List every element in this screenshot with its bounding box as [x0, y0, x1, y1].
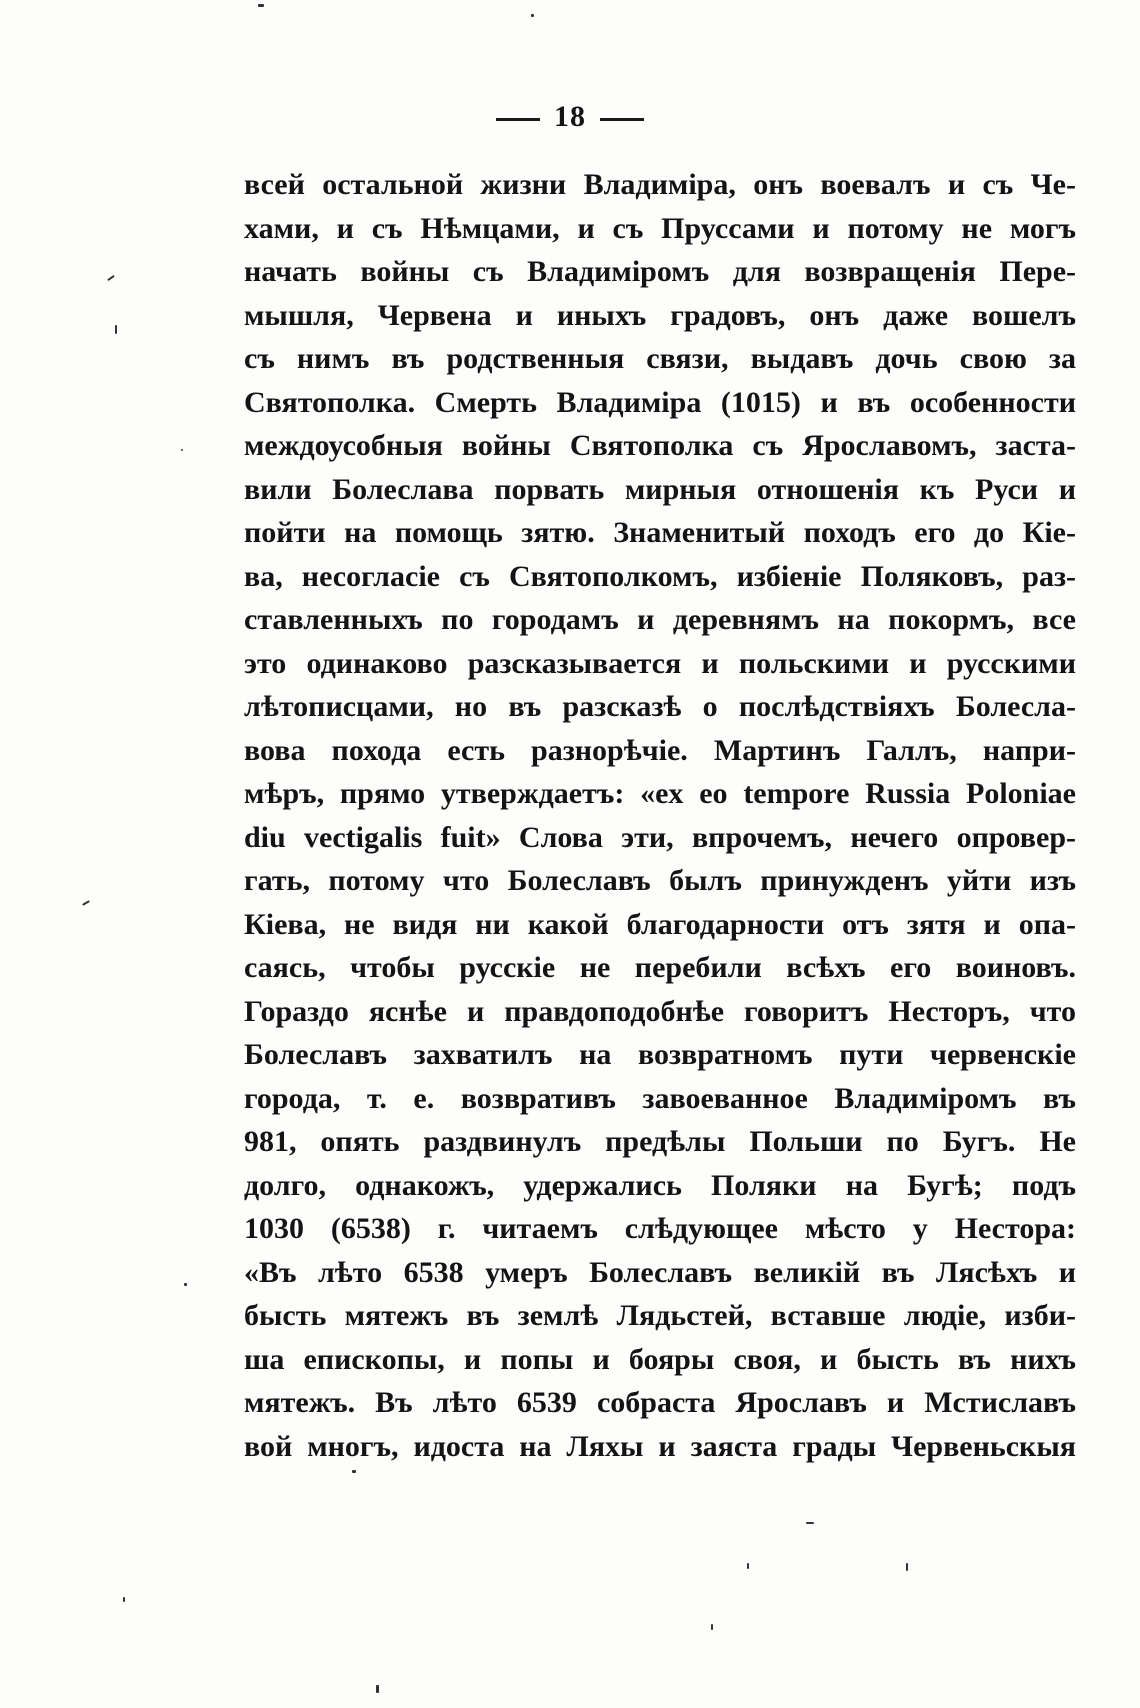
scan-speck — [107, 275, 115, 281]
text-line: мышля, Червена и иныхъ градовъ, онъ даже вошелъ — [244, 298, 1076, 332]
page-number-right-dash — [600, 118, 644, 121]
text-line: ша епископы, и попы и бояры своя, и бысть въ нихъ — [244, 1342, 1076, 1376]
text-line: пойти на помощь зятю. Знаменитый походъ его до Кіе- — [244, 516, 1076, 549]
scan-speck — [376, 1685, 379, 1693]
text-line: междоусобныя войны Святополка съ Ярославомъ, заста- — [244, 429, 1076, 462]
page-number-value: 18 — [554, 100, 586, 133]
text-line: 1030 (6538) г. читаемъ слѣдующее мѣсто у Нестора: — [244, 1212, 1076, 1245]
body-text — [244, 163, 1076, 1468]
text-line: Святополка. Смерть Владиміра (1015) и въ особенности — [244, 385, 1076, 419]
scan-speck — [531, 14, 534, 17]
scan-speck — [906, 1563, 908, 1571]
text-line: мѣръ, прямо утверждаетъ: «ex eo tempore Russia Poloniae — [244, 777, 1076, 810]
text-line: лѣтописцами, но въ разсказѣ о послѣдствіяхъ Болесла- — [244, 690, 1076, 723]
text-line: Болеславъ захватилъ на возвратномъ пути червенскіе — [244, 1038, 1076, 1071]
text-line: хами, и съ Нѣмцами, и съ Пруссами и потому не могъ — [244, 211, 1076, 245]
text-line: долго, однакожъ, удержались Поляки на Бугѣ; подъ — [244, 1168, 1076, 1202]
scan-speck — [123, 1597, 125, 1602]
text-line: это одинаково разсказывается и польскими и русскими — [244, 646, 1076, 680]
text-line: гать, потому что Болеславъ былъ принужденъ уйти изъ — [244, 864, 1076, 897]
text-line: diu vectigalis fuit» Слова эти, впрочемъ, нечего опровер- — [244, 820, 1076, 854]
text-line: города, т. е. возвративъ завоеванное Владиміромъ въ — [244, 1081, 1076, 1115]
text-line: вили Болеслава порвать мирныя отношенія къ Руси и — [244, 472, 1076, 506]
text-line: вова похода есть разнорѣчіе. Мартинъ Галлъ, напри- — [244, 733, 1076, 767]
page-number-left-dash — [496, 118, 540, 121]
text-line: начать войны съ Владиміромъ для возвращенія Пере- — [244, 255, 1076, 288]
text-line: «Въ лѣто 6538 умеръ Болеславъ великій въ Лясѣхъ и — [244, 1255, 1076, 1289]
text-line: ставленныхъ по городамъ и деревнямъ на покормъ, все — [244, 603, 1076, 636]
scan-speck — [352, 1470, 356, 1473]
text-line: съ нимъ въ родственныя связи, выдавъ дочь свою за — [244, 342, 1076, 375]
text-line: бысть мятежъ въ землѣ Лядьстей, вставше людіе, изби- — [244, 1299, 1076, 1332]
text-line: Кіева, не видя ни какой благодарности отъ зятя и опа- — [244, 907, 1076, 941]
scan-speck — [806, 1522, 814, 1524]
scan-speck — [115, 325, 117, 334]
text-line: всей остальной жизни Владиміра, онъ воевалъ и съ Че- — [244, 168, 1076, 201]
page-number — [0, 100, 1140, 134]
text-line: саясь, чтобы русскіе не перебили всѣхъ его воиновъ. — [244, 951, 1076, 984]
scan-speck — [184, 1283, 187, 1286]
scan-speck — [82, 900, 90, 906]
scan-speck — [747, 1563, 749, 1569]
text-line: ва, несогласіе съ Святополкомъ, избіеніе Поляковъ, раз- — [244, 559, 1076, 593]
scan-speck — [181, 449, 183, 451]
scan-speck — [711, 1624, 713, 1630]
text-line: вой многъ, идоста на Ляхы и заяста грады Червеньскыя — [244, 1429, 1076, 1463]
text-line: мятежъ. Въ лѣто 6539 собраста Ярославъ и Мстиславъ — [244, 1386, 1076, 1419]
text-line: Гораздо яснѣе и правдоподобнѣе говоритъ Несторъ, что — [244, 994, 1076, 1028]
scan-speck — [258, 4, 264, 7]
text-line: 981, опять раздвинулъ предѣлы Польши по Бугъ. Не — [244, 1125, 1076, 1158]
